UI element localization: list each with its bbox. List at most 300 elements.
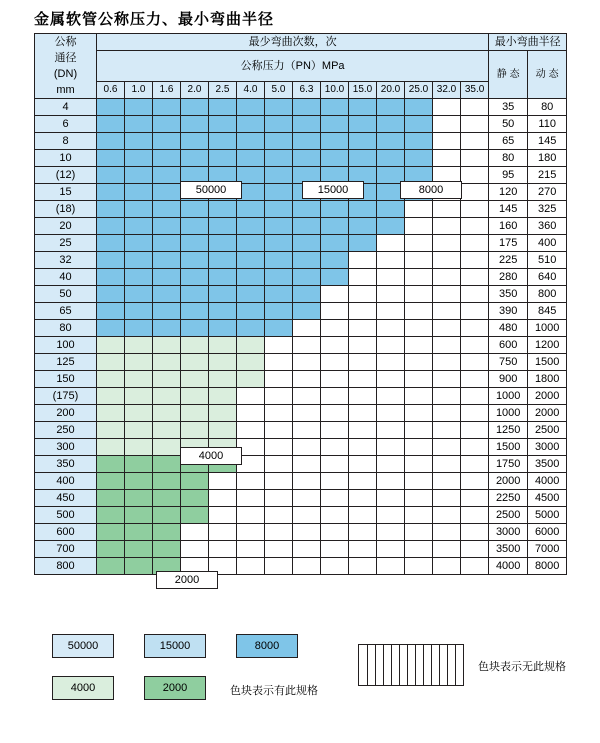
cell-r27-c12 <box>433 558 461 575</box>
cell-r22-c0 <box>97 473 125 490</box>
cell-r1-c0 <box>97 116 125 133</box>
cell-r7-c11 <box>405 218 433 235</box>
header-dn-line-4: mm <box>56 84 75 96</box>
cell-r20-c11 <box>405 439 433 456</box>
cell-r23-c9 <box>349 490 377 507</box>
cell-r19-c12 <box>433 422 461 439</box>
cell-r0-c5 <box>237 99 265 116</box>
cell-r6-c2 <box>153 201 181 218</box>
cell-r22-c13 <box>461 473 489 490</box>
cell-r3-c2 <box>153 150 181 167</box>
cell-r19-c3 <box>181 422 209 439</box>
cell-r27-c8 <box>321 558 349 575</box>
cell-r16-c2 <box>153 371 181 388</box>
cell-r7-c2 <box>153 218 181 235</box>
cell-r3-c13 <box>461 150 489 167</box>
table-row <box>35 286 567 303</box>
cell-r2-c11 <box>405 133 433 150</box>
table-row <box>35 269 567 286</box>
cell-r11-c13 <box>461 286 489 303</box>
cell-r11-c5 <box>237 286 265 303</box>
cell-r27-c5 <box>237 558 265 575</box>
cell-r8-c12 <box>433 235 461 252</box>
cell-r9-c1 <box>125 252 153 269</box>
cell-r13-c5 <box>237 320 265 337</box>
cell-r27-c11 <box>405 558 433 575</box>
table-row <box>35 456 567 473</box>
cell-r12-c8 <box>321 303 349 320</box>
cell-r12-c1 <box>125 303 153 320</box>
spec-table-body <box>35 34 567 575</box>
row-dynamic-radius: 360 <box>528 218 567 235</box>
row-dynamic-radius: 510 <box>528 252 567 269</box>
header-pressure-col-5: 4.0 <box>237 82 265 99</box>
row-dn: 40 <box>35 269 97 286</box>
cell-r26-c0 <box>97 541 125 558</box>
row-dynamic-radius: 2500 <box>528 422 567 439</box>
cell-r20-c8 <box>321 439 349 456</box>
cell-r23-c3 <box>181 490 209 507</box>
spec-table-wrapper <box>34 33 566 586</box>
row-dn: 20 <box>35 218 97 235</box>
cell-r16-c10 <box>377 371 405 388</box>
row-static-radius: 175 <box>489 235 528 252</box>
row-dn: 100 <box>35 337 97 354</box>
cell-r24-c5 <box>237 507 265 524</box>
cell-r8-c10 <box>377 235 405 252</box>
cell-r23-c2 <box>153 490 181 507</box>
row-dn: 6 <box>35 116 97 133</box>
row-static-radius: 160 <box>489 218 528 235</box>
row-static-radius: 3000 <box>489 524 528 541</box>
cell-r0-c11 <box>405 99 433 116</box>
cell-r5-c1 <box>125 184 153 201</box>
row-dn: 10 <box>35 150 97 167</box>
cell-r6-c1 <box>125 201 153 218</box>
cell-r14-c3 <box>181 337 209 354</box>
cell-r0-c4 <box>209 99 237 116</box>
cell-r0-c10 <box>377 99 405 116</box>
header-row-pressure-values <box>35 82 567 99</box>
cell-r8-c13 <box>461 235 489 252</box>
row-dynamic-radius: 5000 <box>528 507 567 524</box>
cell-r27-c6 <box>265 558 293 575</box>
cell-r27-c9 <box>349 558 377 575</box>
cell-r12-c2 <box>153 303 181 320</box>
cell-r7-c8 <box>321 218 349 235</box>
cell-r11-c12 <box>433 286 461 303</box>
cell-r14-c1 <box>125 337 153 354</box>
header-pressure-col-4: 2.5 <box>209 82 237 99</box>
cell-r25-c2 <box>153 524 181 541</box>
cell-r19-c1 <box>125 422 153 439</box>
cell-r9-c13 <box>461 252 489 269</box>
cell-r26-c4 <box>209 541 237 558</box>
cell-r2-c12 <box>433 133 461 150</box>
row-dynamic-radius: 7000 <box>528 541 567 558</box>
cell-r9-c7 <box>293 252 321 269</box>
cell-r2-c6 <box>265 133 293 150</box>
cell-r11-c4 <box>209 286 237 303</box>
cell-r24-c6 <box>265 507 293 524</box>
cell-r18-c2 <box>153 405 181 422</box>
cell-r16-c1 <box>125 371 153 388</box>
row-static-radius: 1500 <box>489 439 528 456</box>
cell-r27-c10 <box>377 558 405 575</box>
cell-r23-c6 <box>265 490 293 507</box>
cell-r14-c9 <box>349 337 377 354</box>
cell-r19-c6 <box>265 422 293 439</box>
cell-r8-c1 <box>125 235 153 252</box>
cell-r12-c7 <box>293 303 321 320</box>
cell-r20-c9 <box>349 439 377 456</box>
cell-r10-c4 <box>209 269 237 286</box>
cell-r9-c10 <box>377 252 405 269</box>
page-title: 金属软管公称压力、最小弯曲半径 <box>34 12 275 28</box>
row-static-radius: 600 <box>489 337 528 354</box>
cell-r3-c11 <box>405 150 433 167</box>
row-dn: 700 <box>35 541 97 558</box>
row-dn: 450 <box>35 490 97 507</box>
spec-table <box>34 33 567 575</box>
row-static-radius: 750 <box>489 354 528 371</box>
cell-r13-c13 <box>461 320 489 337</box>
cell-r5-c6 <box>265 184 293 201</box>
cell-r26-c9 <box>349 541 377 558</box>
row-dynamic-radius: 845 <box>528 303 567 320</box>
row-dynamic-radius: 1000 <box>528 320 567 337</box>
row-static-radius: 1000 <box>489 405 528 422</box>
cell-r0-c8 <box>321 99 349 116</box>
cell-r21-c12 <box>433 456 461 473</box>
cell-r7-c7 <box>293 218 321 235</box>
row-dynamic-radius: 3500 <box>528 456 567 473</box>
row-dynamic-radius: 80 <box>528 99 567 116</box>
cell-r21-c0 <box>97 456 125 473</box>
cell-r23-c0 <box>97 490 125 507</box>
cell-r14-c0 <box>97 337 125 354</box>
cell-r11-c10 <box>377 286 405 303</box>
cell-r24-c8 <box>321 507 349 524</box>
cell-r3-c10 <box>377 150 405 167</box>
header-pressure-col-12: 32.0 <box>433 82 461 99</box>
cell-r4-c1 <box>125 167 153 184</box>
cell-r10-c12 <box>433 269 461 286</box>
cell-r11-c0 <box>97 286 125 303</box>
header-pressure-col-7: 6.3 <box>293 82 321 99</box>
cell-r24-c3 <box>181 507 209 524</box>
cell-r2-c9 <box>349 133 377 150</box>
table-row <box>35 558 567 575</box>
cell-r25-c9 <box>349 524 377 541</box>
cell-r14-c5 <box>237 337 265 354</box>
cell-r25-c8 <box>321 524 349 541</box>
header-row-2 <box>35 51 567 82</box>
cell-r19-c8 <box>321 422 349 439</box>
row-dn: 150 <box>35 371 97 388</box>
header-static: 静 态 <box>489 51 528 99</box>
row-static-radius: 2000 <box>489 473 528 490</box>
row-static-radius: 1000 <box>489 388 528 405</box>
table-row <box>35 235 567 252</box>
cell-r21-c6 <box>265 456 293 473</box>
row-dynamic-radius: 1200 <box>528 337 567 354</box>
row-dn: 4 <box>35 99 97 116</box>
row-dn: 500 <box>35 507 97 524</box>
row-dn: 200 <box>35 405 97 422</box>
header-pressure-col-13: 35.0 <box>461 82 489 99</box>
cell-r3-c4 <box>209 150 237 167</box>
cell-r0-c13 <box>461 99 489 116</box>
cell-r6-c13 <box>461 201 489 218</box>
cell-r26-c3 <box>181 541 209 558</box>
cell-r1-c1 <box>125 116 153 133</box>
row-static-radius: 1750 <box>489 456 528 473</box>
row-dn: 300 <box>35 439 97 456</box>
row-dynamic-radius: 640 <box>528 269 567 286</box>
cell-r2-c10 <box>377 133 405 150</box>
cell-r19-c13 <box>461 422 489 439</box>
cell-r20-c10 <box>377 439 405 456</box>
cell-r10-c9 <box>349 269 377 286</box>
cell-r18-c11 <box>405 405 433 422</box>
cell-r4-c13 <box>461 167 489 184</box>
table-row <box>35 303 567 320</box>
row-dn: 80 <box>35 320 97 337</box>
table-row <box>35 167 567 184</box>
row-dn: 800 <box>35 558 97 575</box>
header-dn-line-2: 通径 <box>54 52 77 64</box>
cell-r25-c1 <box>125 524 153 541</box>
row-dn: (12) <box>35 167 97 184</box>
cell-r7-c4 <box>209 218 237 235</box>
cell-r14-c7 <box>293 337 321 354</box>
row-dynamic-radius: 145 <box>528 133 567 150</box>
header-row-1 <box>35 34 567 51</box>
cell-r1-c3 <box>181 116 209 133</box>
cell-r4-c2 <box>153 167 181 184</box>
cell-r8-c6 <box>265 235 293 252</box>
cell-r26-c13 <box>461 541 489 558</box>
overlay-value-0: 50000 <box>180 181 242 199</box>
cell-r1-c9 <box>349 116 377 133</box>
cell-r15-c6 <box>265 354 293 371</box>
header-dynamic: 动 态 <box>528 51 567 99</box>
cell-r10-c11 <box>405 269 433 286</box>
cell-r20-c12 <box>433 439 461 456</box>
cell-r21-c8 <box>321 456 349 473</box>
cell-r20-c13 <box>461 439 489 456</box>
cell-r3-c6 <box>265 150 293 167</box>
cell-r22-c8 <box>321 473 349 490</box>
cell-r17-c4 <box>209 388 237 405</box>
cell-r23-c11 <box>405 490 433 507</box>
cell-r27-c0 <box>97 558 125 575</box>
legend-swatch-15000: 15000 <box>144 634 206 658</box>
cell-r11-c1 <box>125 286 153 303</box>
row-static-radius: 350 <box>489 286 528 303</box>
cell-r1-c2 <box>153 116 181 133</box>
cell-r0-c9 <box>349 99 377 116</box>
cell-r8-c11 <box>405 235 433 252</box>
cell-r9-c9 <box>349 252 377 269</box>
table-row <box>35 320 567 337</box>
row-dynamic-radius: 110 <box>528 116 567 133</box>
cell-r1-c5 <box>237 116 265 133</box>
row-static-radius: 1250 <box>489 422 528 439</box>
cell-r8-c0 <box>97 235 125 252</box>
cell-r3-c1 <box>125 150 153 167</box>
cell-r18-c9 <box>349 405 377 422</box>
cell-r24-c11 <box>405 507 433 524</box>
cell-r17-c11 <box>405 388 433 405</box>
cell-r21-c11 <box>405 456 433 473</box>
overlay-value-3: 4000 <box>180 447 242 465</box>
cell-r3-c9 <box>349 150 377 167</box>
cell-r5-c0 <box>97 184 125 201</box>
row-dn: 15 <box>35 184 97 201</box>
cell-r21-c13 <box>461 456 489 473</box>
table-row <box>35 116 567 133</box>
cell-r22-c4 <box>209 473 237 490</box>
cell-r0-c6 <box>265 99 293 116</box>
cell-r12-c10 <box>377 303 405 320</box>
cell-r17-c9 <box>349 388 377 405</box>
cell-r16-c11 <box>405 371 433 388</box>
cell-r15-c10 <box>377 354 405 371</box>
cell-r23-c12 <box>433 490 461 507</box>
cell-r25-c4 <box>209 524 237 541</box>
row-static-radius: 480 <box>489 320 528 337</box>
cell-r14-c11 <box>405 337 433 354</box>
header-min-radius: 最小弯曲半径 <box>489 34 567 51</box>
cell-r26-c10 <box>377 541 405 558</box>
cell-r14-c10 <box>377 337 405 354</box>
table-row <box>35 150 567 167</box>
cell-r20-c0 <box>97 439 125 456</box>
cell-r18-c8 <box>321 405 349 422</box>
cell-r22-c5 <box>237 473 265 490</box>
cell-r13-c3 <box>181 320 209 337</box>
row-dn: (18) <box>35 201 97 218</box>
cell-r7-c6 <box>265 218 293 235</box>
cell-r10-c7 <box>293 269 321 286</box>
header-pressure-col-6: 5.0 <box>265 82 293 99</box>
cell-r18-c5 <box>237 405 265 422</box>
row-static-radius: 2250 <box>489 490 528 507</box>
cell-r19-c11 <box>405 422 433 439</box>
cell-r23-c8 <box>321 490 349 507</box>
cell-r2-c2 <box>153 133 181 150</box>
cell-r6-c4 <box>209 201 237 218</box>
cell-r8-c2 <box>153 235 181 252</box>
row-dn: 125 <box>35 354 97 371</box>
cell-r20-c7 <box>293 439 321 456</box>
cell-r13-c0 <box>97 320 125 337</box>
table-row <box>35 524 567 541</box>
table-row <box>35 473 567 490</box>
row-dynamic-radius: 800 <box>528 286 567 303</box>
cell-r23-c1 <box>125 490 153 507</box>
cell-r7-c12 <box>433 218 461 235</box>
row-dynamic-radius: 180 <box>528 150 567 167</box>
cell-r15-c3 <box>181 354 209 371</box>
cell-r12-c3 <box>181 303 209 320</box>
cell-r17-c2 <box>153 388 181 405</box>
cell-r17-c5 <box>237 388 265 405</box>
cell-r13-c1 <box>125 320 153 337</box>
row-static-radius: 390 <box>489 303 528 320</box>
row-static-radius: 65 <box>489 133 528 150</box>
cell-r12-c0 <box>97 303 125 320</box>
cell-r6-c6 <box>265 201 293 218</box>
cell-r19-c7 <box>293 422 321 439</box>
cell-r21-c9 <box>349 456 377 473</box>
cell-r1-c4 <box>209 116 237 133</box>
cell-r0-c7 <box>293 99 321 116</box>
cell-r12-c9 <box>349 303 377 320</box>
cell-r10-c10 <box>377 269 405 286</box>
cell-r14-c8 <box>321 337 349 354</box>
cell-r24-c13 <box>461 507 489 524</box>
cell-r0-c12 <box>433 99 461 116</box>
cell-r4-c0 <box>97 167 125 184</box>
cell-r25-c12 <box>433 524 461 541</box>
cell-r9-c3 <box>181 252 209 269</box>
cell-r26-c1 <box>125 541 153 558</box>
cell-r26-c5 <box>237 541 265 558</box>
cell-r16-c4 <box>209 371 237 388</box>
cell-r26-c6 <box>265 541 293 558</box>
cell-r3-c0 <box>97 150 125 167</box>
cell-r0-c2 <box>153 99 181 116</box>
cell-r12-c5 <box>237 303 265 320</box>
cell-r15-c0 <box>97 354 125 371</box>
cell-r3-c8 <box>321 150 349 167</box>
cell-r14-c12 <box>433 337 461 354</box>
row-dn: 400 <box>35 473 97 490</box>
cell-r12-c12 <box>433 303 461 320</box>
row-dynamic-radius: 4000 <box>528 473 567 490</box>
cell-r11-c8 <box>321 286 349 303</box>
table-row <box>35 99 567 116</box>
table-row <box>35 490 567 507</box>
cell-r25-c3 <box>181 524 209 541</box>
cell-r9-c5 <box>237 252 265 269</box>
row-static-radius: 120 <box>489 184 528 201</box>
row-dn: 32 <box>35 252 97 269</box>
cell-r11-c7 <box>293 286 321 303</box>
cell-r12-c6 <box>265 303 293 320</box>
legend-note-hatch: 色块表示无此规格 <box>478 661 566 673</box>
row-dynamic-radius: 2000 <box>528 388 567 405</box>
cell-r22-c2 <box>153 473 181 490</box>
legend-hatch-block <box>358 644 464 686</box>
cell-r2-c5 <box>237 133 265 150</box>
cell-r23-c7 <box>293 490 321 507</box>
table-row <box>35 337 567 354</box>
row-static-radius: 80 <box>489 150 528 167</box>
cell-r15-c2 <box>153 354 181 371</box>
row-dynamic-radius: 400 <box>528 235 567 252</box>
table-row <box>35 252 567 269</box>
cell-r13-c6 <box>265 320 293 337</box>
cell-r19-c4 <box>209 422 237 439</box>
cell-r6-c8 <box>321 201 349 218</box>
cell-r17-c12 <box>433 388 461 405</box>
cell-r27-c7 <box>293 558 321 575</box>
cell-r21-c7 <box>293 456 321 473</box>
